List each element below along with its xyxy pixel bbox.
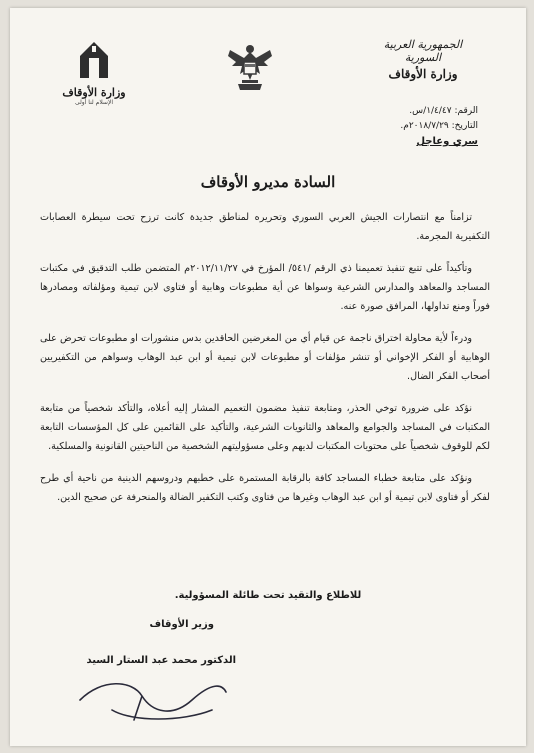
mosque-logo-icon [77,40,111,80]
reference-date: التاريخ: ٢٠١٨/٧/٢٩م. [400,121,478,131]
classification-label: سري وعاجل [416,136,478,147]
letter-body [40,208,490,520]
logo-name: وزارة الأوقاف [62,86,126,99]
signer-position: وزير الأوقاف [149,619,214,630]
letter-page [10,8,526,746]
body-paragraph-1: تزامناً مع انتصارات الجيش العربي السوري وتحريره لمناطق جديدة كانت ترزح تحت سيطرة العصابات التكفيرية المجرمة. [40,212,490,242]
body-paragraph-3: ودرءاً لأية محاولة اختراق ناجمة عن قيام أي من المغرضين الحاقدين بدس منشورات او مطبوعات تحرض على الوهابية أو الفكر الإخواني أو تنشر مؤلفات أو مطبوعات لابن تيمية أو ابن عبد الوهاب وسواهم من التكفيريين أصحاب الفكر الضال. [40,333,490,382]
body-paragraph-2: وتأكيداً على تتبع تنفيذ تعميمنا ذي الرقم /٥٤١/ المؤرخ في ٢٠١٢/١١/٢٧م المتضمن طلب التدقيق في مكتبات المساجد والمعاهد والمدارس الشرعية وسواها عن أية مطبوعات وهابية أو فتاوى لابن تيمية ومؤلفاته ومصادرها فوراً ومنع تداولها، المرافق صورة عنه. [40,263,490,312]
body-paragraph-5: ونؤكد على متابعة خطباء المساجد كافة بالرقابة المستمرة على خطبهم ودروسهم الدينية من ناحية أي طرح لفكر أو فتاوى لابن تيمية أو ابن عبد الوهاب وغيرها من فتاوى وكتب التكفير الضالة والمنحرفة عن صحيح الدين. [40,473,490,503]
ministry-logo [54,40,134,108]
signer-name: الدكتور محمد عبد الستار السيد [86,655,236,666]
letterhead-text [368,38,478,81]
reference-block [400,104,478,134]
handwritten-signature [72,670,232,730]
reference-number: الرقم: ١/٤/٤٧/س. [409,106,478,116]
logo-tagline: الإسلام لنا أولى [74,99,114,106]
eagle-emblem-icon [224,40,276,96]
closing-line: للاطلاع والتقيد تحت طائلة المسؤولية. [174,590,362,601]
ministry-name: وزارة الأوقاف [388,67,458,81]
republic-name: الجمهورية العربية السورية [383,38,463,64]
body-paragraph-4: نؤكد على ضرورة توخي الحذر، ومتابعة تنفيذ مضمون التعميم المشار إليه أعلاه، والتأكد شخصياً من متابعة المكتبات في المساجد والجوامع والمعاهد والثانويات الشرعية، والتأكيد على القائمين على كل المؤسسات التابعة لكم للوقوف شخصياً على محتويات المكتبات لديهم وعلى مسؤوليتهم الشخصية من الناحيتين القانونية والمسلكية. [40,403,490,452]
letter-title: السادة مديرو الأوقاف [200,173,336,191]
